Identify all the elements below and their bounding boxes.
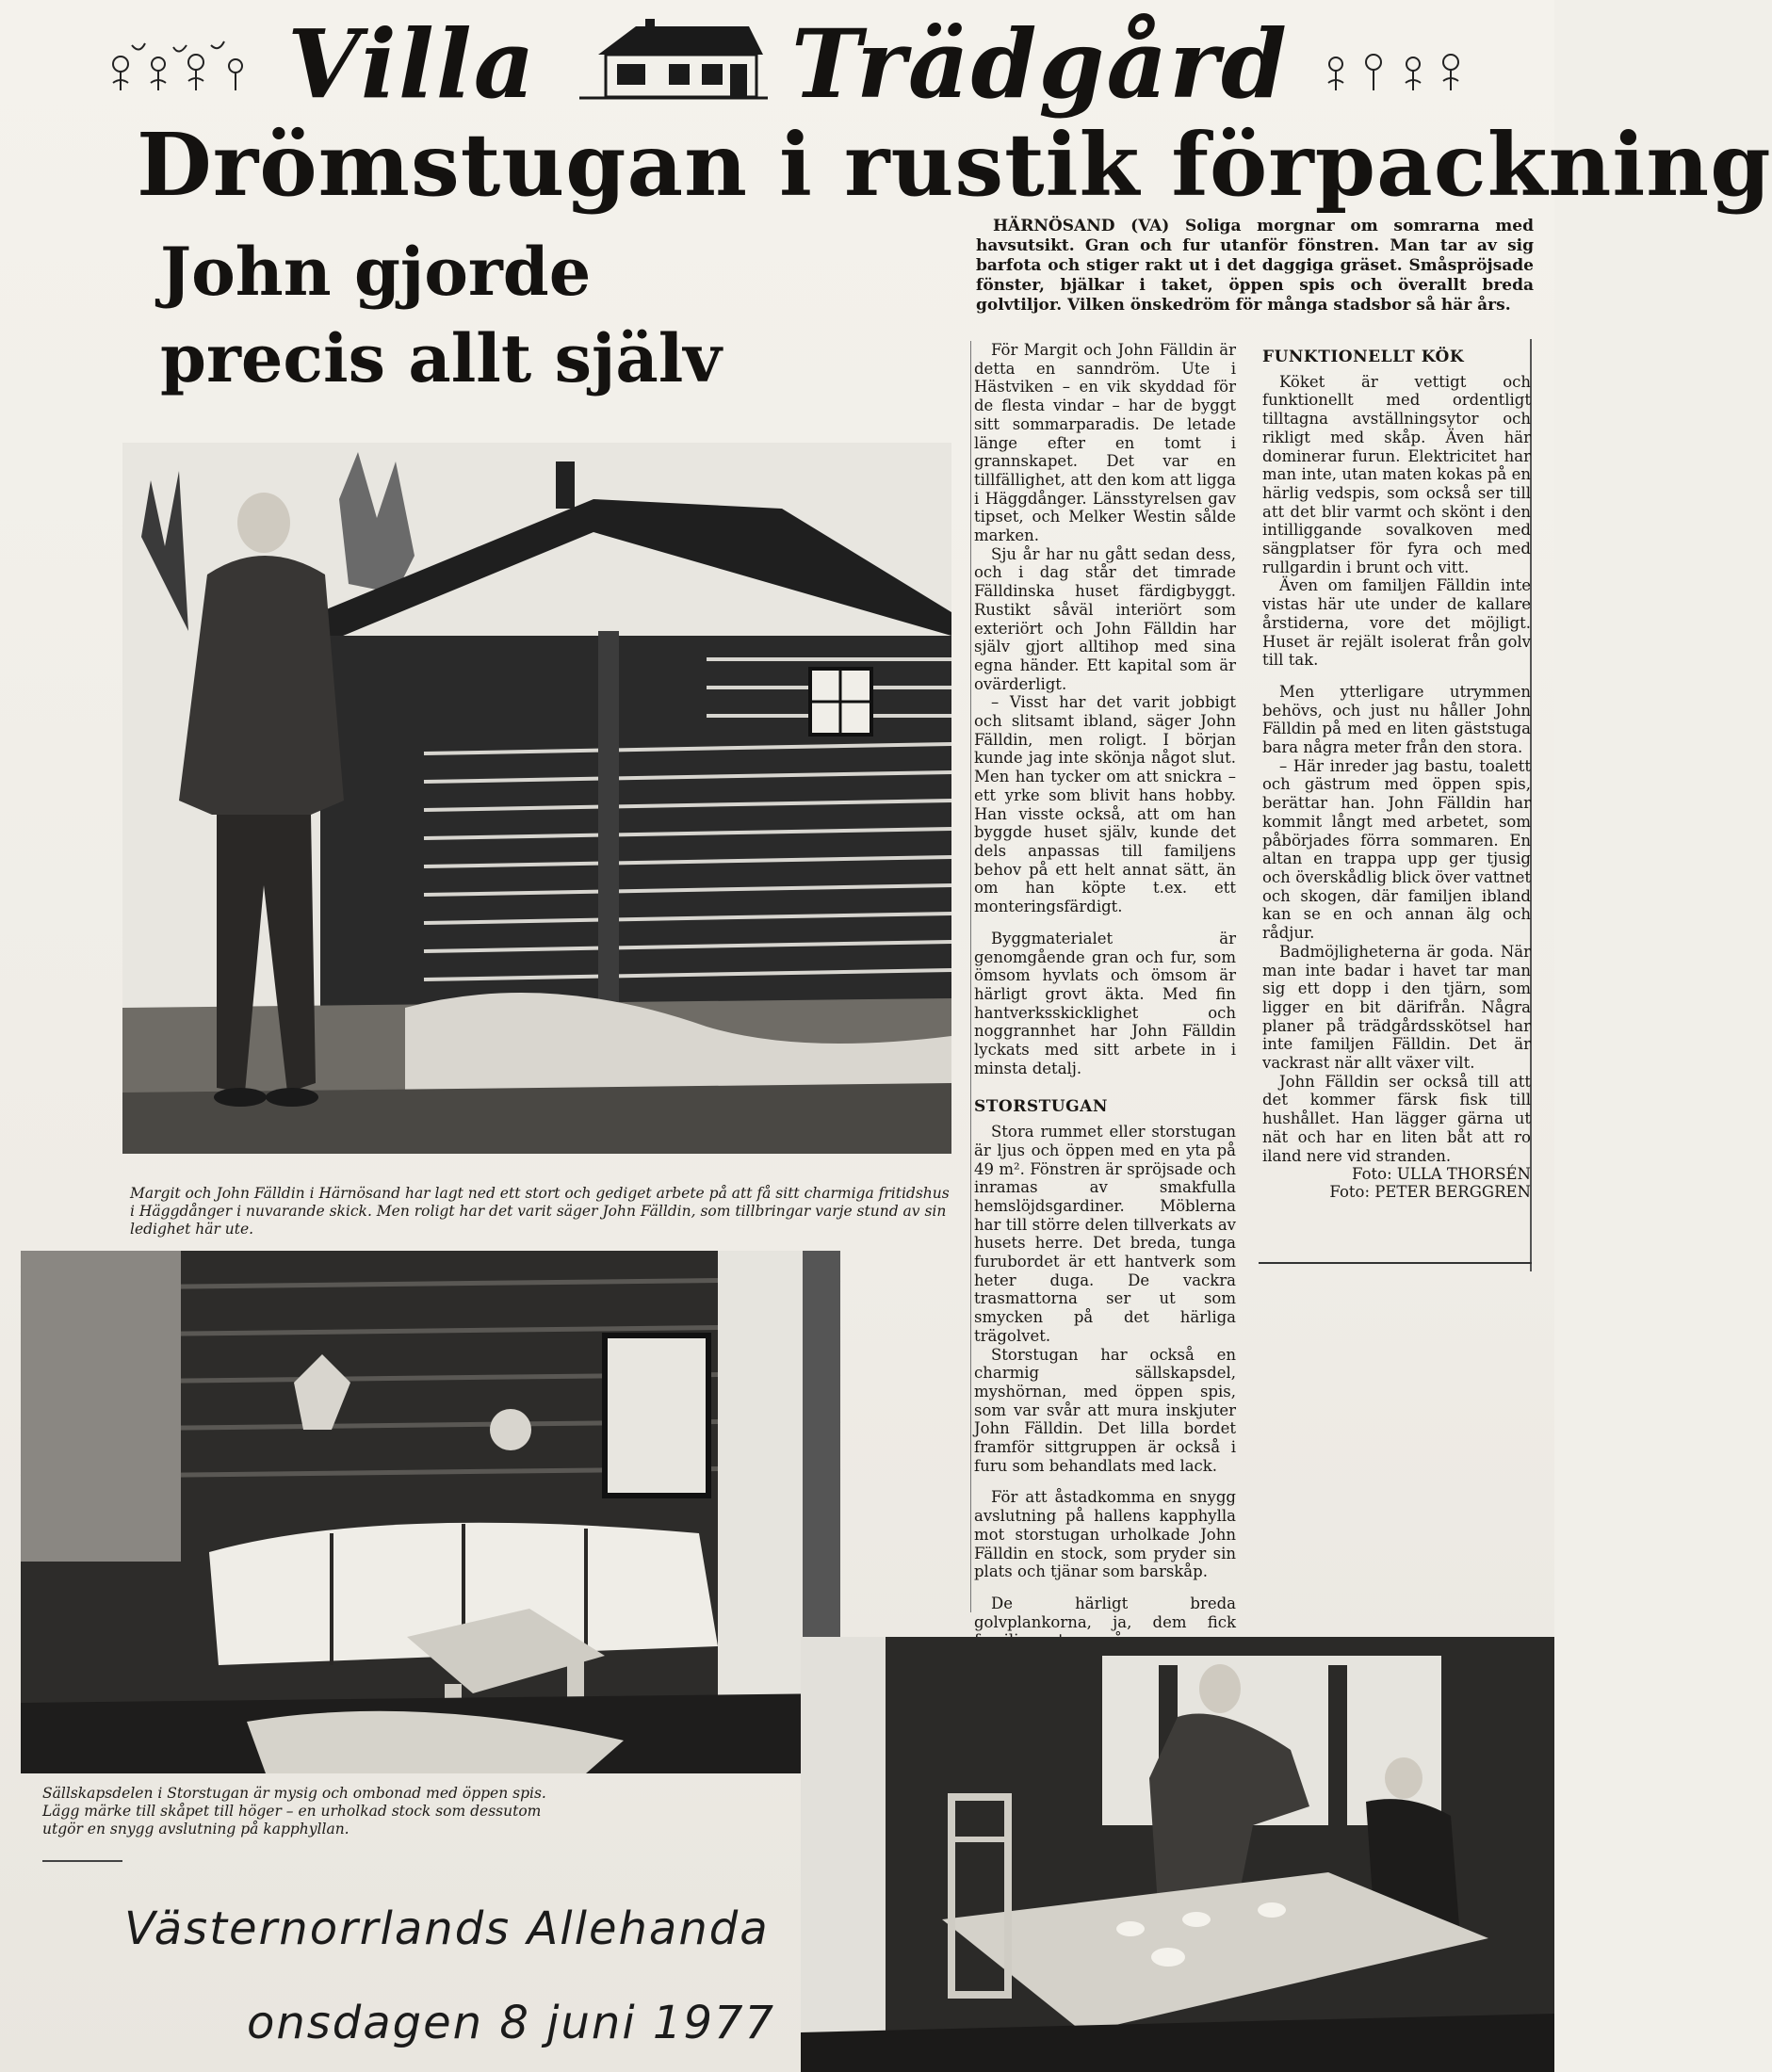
- column-a: [974, 341, 1236, 1669]
- section-heading-kok: FUNKTIONELLT KÖK: [1262, 348, 1465, 366]
- paragraph: Byggmaterialet är genomgående gran och fur, som ömsom hyvlats och ömsom är härligt grovt äkta. Med fin hantverksskicklighet och noggrannhet har John Fälldin lyckats med sitt arbete in i minsta detalj.: [974, 929, 1236, 1077]
- flower-icon: [1319, 36, 1479, 92]
- photo-credit: Foto: PETER BERGGREN: [1329, 1183, 1531, 1202]
- paragraph: För Margit och John Fälldin är detta en sanndröm. Ute i Hästviken – en vik skyddad för de flesta vindar – har de byggt sitt sommarparadis. De letade länge efter en tomt i grannskapet. Det var en tillfällighet, att den kom att ligga i Häggdånger. Länsstyrelsen gav tipset, och Melker Westin sålde marken.: [974, 341, 1236, 545]
- paragraph: John Fälldin ser också till att det kommer färsk fisk till hushållet. Han lägger gärna ut nät och har en liten båt att ro iland nere vid stranden.: [1262, 1072, 1531, 1165]
- section-heading-storstugan: STORSTUGAN: [974, 1097, 1108, 1117]
- paragraph: Badmöjligheterna är goda. När man inte badar i havet tar man sig ett dopp i den tjärn, som ligger en bit därifrån. Några planer på trädgårdsskötsel har inte familjen Fälldin. Det är vackrast när allt växer vilt.: [1262, 942, 1531, 1073]
- paragraph: Stora rummet eller storstugan är ljus och öppen med en yta på 49 m². Fönstren är spröjsade och inramas av smakfulla hemslöjdsgardiner. Möblerna har till större delen tillverkats av husets herre. Det breda, tunga furubordet är ett hantverk som heter duga. De vackra trasmattorna ser ut som smycken på det härliga trägolvet.: [974, 1123, 1236, 1345]
- photo-cabin-exterior: [122, 443, 951, 1154]
- paragraph: Sju år har nu gått sedan dess, och i dag står det timrade Fälldinska huset färdigbyggt. Rustikt såväl interiört som exteriört och John Fälldin har själv gjort alltihop med sina egna händer. Ett kapital som är ovärderligt.: [974, 544, 1236, 693]
- photo-credit: Foto: ULLA THORSÉN: [1352, 1165, 1531, 1184]
- photo-kitchen-dining: [801, 1637, 1554, 2072]
- paragraph: De härligt breda golvplankorna, ja, dem fick: [974, 1594, 1236, 1631]
- paragraph: Även om familjen Fälldin inte vistas här ute under de kallare årstiderna, vore det möjligt. Huset är rejält isolerat från golv till tak.: [1262, 576, 1531, 670]
- photo-interior-living-room: [21, 1251, 840, 1773]
- masthead: [104, 8, 1488, 120]
- caption-photo-cabin: Margit och John Fälldin i Härnösand har lagt ned ett stort och gediget arbete på att få sitt charmiga fritidshus i Häggdånger i nuvarande skick. Men roligt har det varit säger John Fälldin, som tillbringar varje stund av sin ledighet här ute.: [130, 1185, 950, 1238]
- masthead-tradgard: Trädgård: [791, 8, 1289, 120]
- handwritten-date: onsdagen 8 juni 1977: [247, 1997, 776, 2049]
- column-rule: [970, 341, 971, 1612]
- caption-rule: [42, 1860, 122, 1862]
- lead-paragraph: [976, 217, 1534, 316]
- masthead-villa: Villa: [287, 8, 537, 120]
- flower-icon: [104, 36, 264, 92]
- handwritten-newspaper-name: Västernorrlands Allehanda: [124, 1902, 770, 1955]
- caption-photo-interior: Sällskapsdelen i Storstugan är mysig och ombonad med öppen spis. Lägg märke till skåpet till höger – en urholkad stock som dessutom utgör en snygg avslutning på kapphyllan.: [42, 1785, 546, 1837]
- headline: Drömstugan i rustik förpackning: [137, 114, 1772, 216]
- column-end-rule: [1259, 1262, 1532, 1264]
- column-b: [1262, 341, 1531, 1201]
- paragraph: – Visst har det varit jobbigt och slitsamt ibland, säger John Fälldin, men roligt. I början kunde jag inte skönja något slut. Men han tycker om att snickra – ett yrke som blivit hans hobby. Han visste också, att om han byggde huset själv, kunde det dels anpassas till familjens behov på ett helt annat sätt, än om han köpte t.ex. ett monteringsfärdigt.: [974, 693, 1236, 916]
- paragraph: Köket är vettigt och funktionellt med ordentligt tilltagna avställningsytor och rikligt med skåp. Även här dominerar furun. Elektricitet har man inte, utan maten kokas på en härlig vedspis, som också ser till att det blir varmt och skönt i den intilliggande sovalkoven med sängplatser för fyra och med rullgardin i brunt och vitt.: [1262, 372, 1531, 576]
- lead-text: HÄRNÖSAND (VA) Soliga morgnar om somrarna med havsutsikt. Gran och fur utanför fönstren. Man tar av sig barfota och stiger rakt ut i det daggiga gräset. Småspröjsade fönster, bjälkar i taket, öppen spis och överallt breda golvtiljor. Vilken önskedröm för många stadsbor så här års.: [976, 217, 1534, 315]
- paragraph: Storstugan har också en charmig sällskapsdel, myshörnan, med öppen spis, som var svår att mura inskjuter John Fälldin. Det lilla bordet framför sittgruppen är också i furu som behandlats med lack.: [974, 1345, 1236, 1475]
- house-icon: [579, 17, 768, 102]
- paragraph: Men ytterligare utrymmen behövs, och just nu håller John Fälldin på med en liten gäststuga bara några meter från den stora.: [1262, 682, 1531, 757]
- subheadline-line2: precis allt själv: [160, 319, 722, 397]
- paragraph: – Här inreder jag bastu, toalett och gästrum med öppen spis, berättar han. John Fälldin har kommit långt med arbetet, som påbörjades förra sommaren. En altan en trappa upp ger tjusig och överskådlig blick över vattnet och skogen, där familjen ibland kan se en och annan älg och rådjur.: [1262, 756, 1531, 943]
- paragraph: För att åstadkomma en snygg avslutning på hallens kapphylla mot storstugan urholkade John Fälldin en stock, som pryder sin plats och tjänar som barskåp.: [974, 1488, 1236, 1581]
- subheadline-line1: John gjorde: [160, 233, 592, 311]
